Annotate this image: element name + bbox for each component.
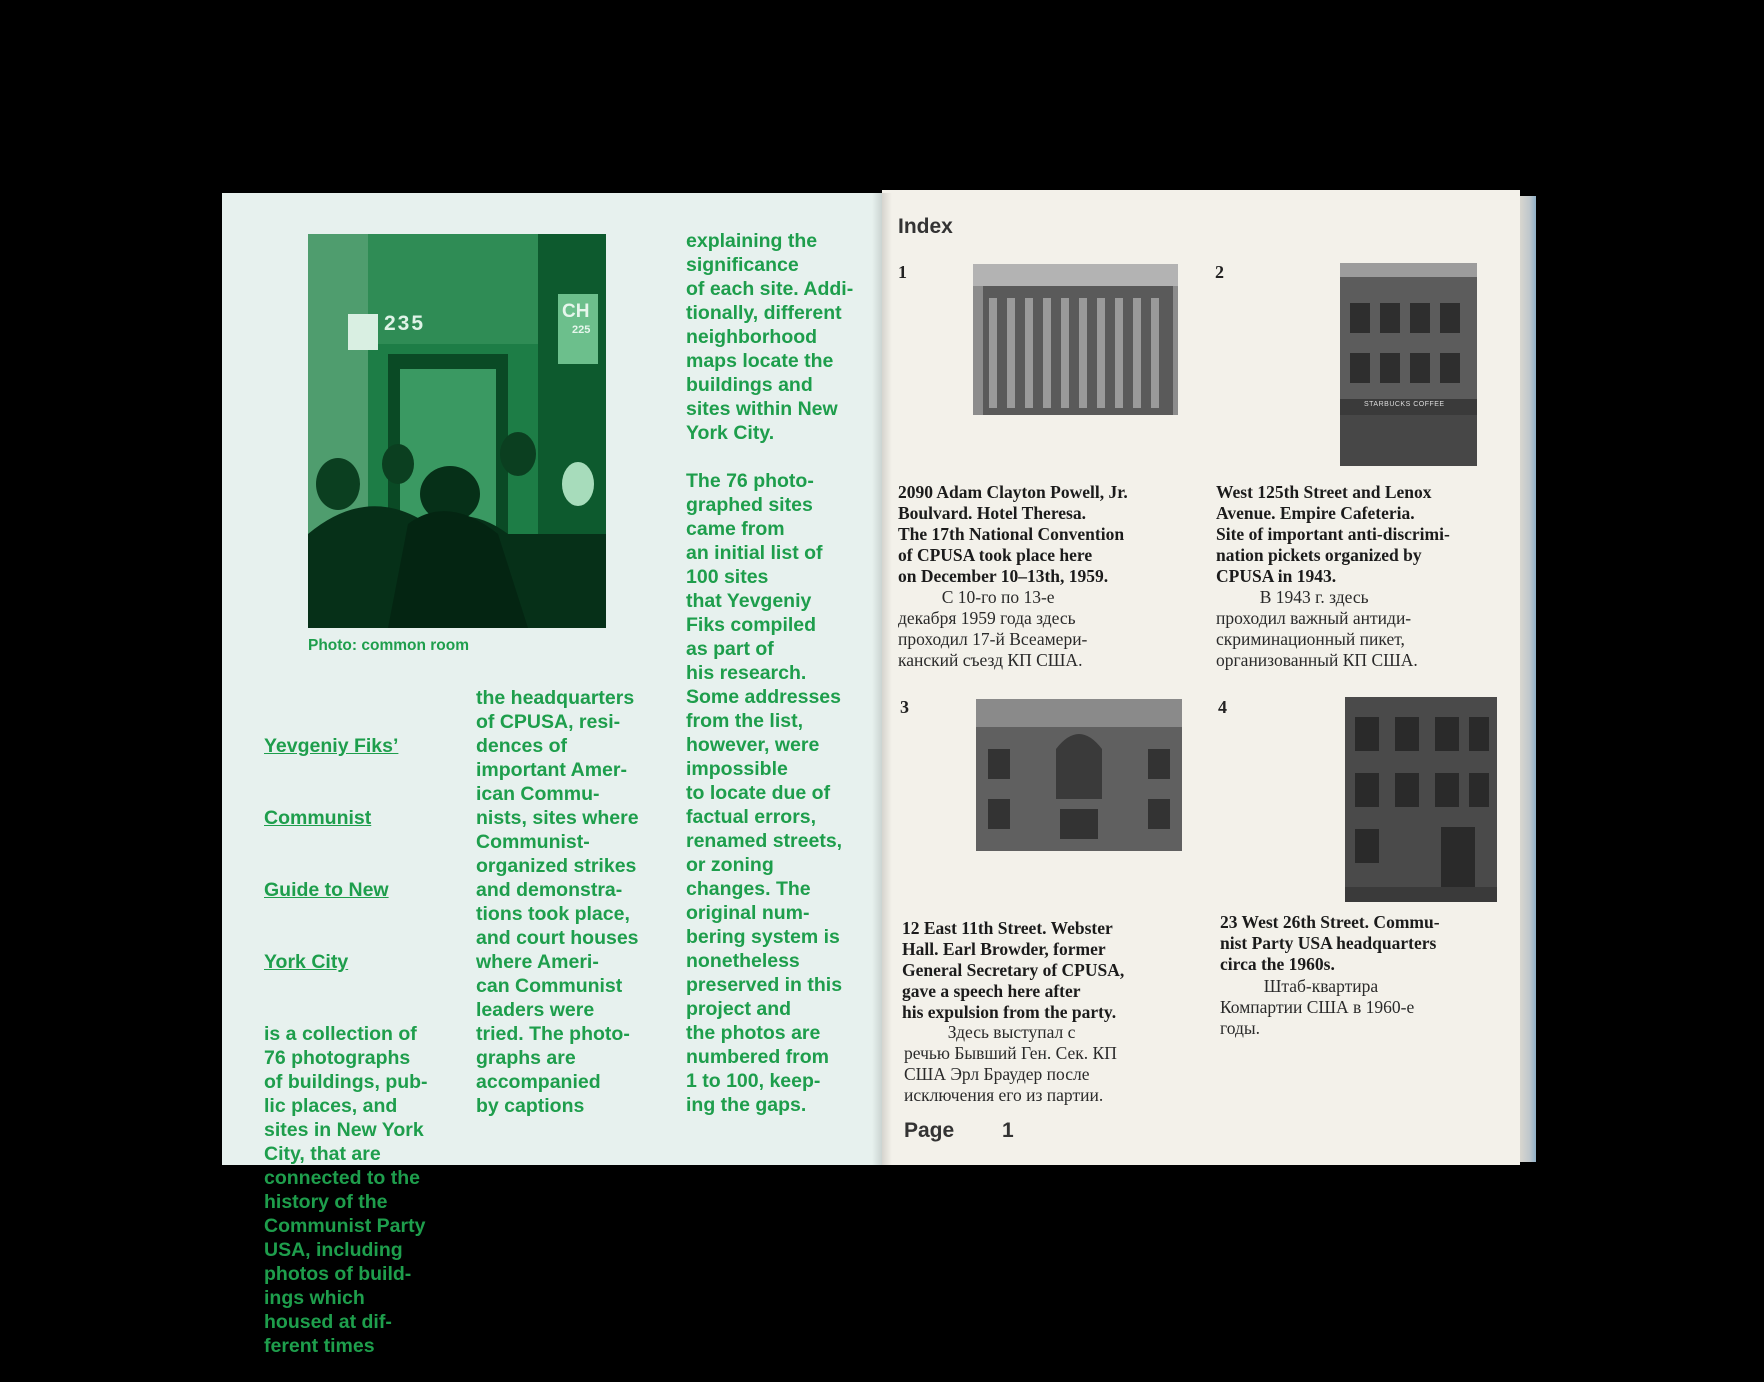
- entry-caption-ru: Штаб-квартира Компартии США в 1960-е годы.: [1220, 976, 1415, 1038]
- entry-caption-ru: В 1943 г. здесь проходил важный антиди- скриминационный пикет, организованный КП США.: [1216, 587, 1418, 670]
- entry-caption-en: 12 East 11th Street. Webster Hall. Earl Browder, former General Secretary of CPUSA, gave a speech here after his expulsion from the party.: [902, 918, 1125, 1022]
- shop-sign: STARBUCKS COFFEE: [1364, 401, 1445, 408]
- entry-caption-ru: Здесь выступал с речью Бывший Ген. Сек. КП США Эрл Браудер после исключения его из партии.: [904, 1022, 1117, 1105]
- street-scene-image: [308, 234, 606, 628]
- index-heading: Index: [898, 215, 953, 238]
- column-1-body: is a collection of 76 photographs of buildings, pub- lic places, and sites in New York City, that are connected to the history of the Communist Party USA, including photos of build- ings which housed at dif- ferent times: [264, 1023, 428, 1357]
- sign-number: 225: [572, 324, 591, 336]
- entry-photo-hotel: [973, 264, 1178, 415]
- photo-caption: Photo: common room: [308, 637, 470, 654]
- page-label: Page: [904, 1119, 955, 1142]
- entry-photo-webster-hall: [976, 699, 1182, 851]
- entry-photo-cafeteria: [1340, 263, 1477, 466]
- main-photo: [308, 234, 606, 628]
- entry-number: 3: [900, 697, 909, 717]
- entry-caption-ru: С 10-го по 13-е декабря 1959 года здесь проходил 17-й Всеамери- канский съезд КП США.: [898, 587, 1088, 670]
- column-3-body: explaining the significance of each site. Addi- tionally, different neighborhood maps locate the buildings and sites within New York City. The 76 photo- graphed sites came from an initial list of 100 sites that Yevgeniy Fiks compiled as part of his research. Some addresses from the list, however, were impossible to locate due of factual errors, renamed streets, or zoning changes. The original num- bering system is nonetheless preserved in this project and the photos are numbered from 1 to 100, keep- ing the gaps.: [686, 230, 854, 1116]
- page-edge: [1520, 196, 1536, 1162]
- sign-letters: CH: [562, 301, 590, 322]
- column-1: [264, 686, 428, 1382]
- entry-number: 2: [1215, 262, 1224, 282]
- cafeteria-building-image: [1340, 263, 1477, 466]
- entry-caption-en: 2090 Adam Clayton Powell, Jr. Boulvard. Hotel Theresa. The 17th National Convention of CPUSA took place here on December 10–13th, 1959.: [898, 482, 1128, 586]
- book-title-line: York City: [264, 951, 349, 973]
- column-2-body: the headquarters of CPUSA, resi- dences of important Amer- ican Commu- nists, sites where Communist- organized strikes and demonstra- tions took place, and court houses where Ameri- can Communist leaders were tried. The photo- graphs are accompanied by captions: [476, 687, 639, 1117]
- entry-caption-en: West 125th Street and Lenox Avenue. Empire Cafeteria. Site of important anti-discrimi- nation pickets organized by CPUSA in 1943.: [1216, 482, 1450, 586]
- book-title-line: Guide to New: [264, 879, 389, 901]
- entry-photo-headquarters: [1345, 697, 1497, 902]
- book-gutter: [872, 193, 892, 1165]
- entry-caption-en: 23 West 26th Street. Commu- nist Party USA headquarters circa the 1960s.: [1220, 912, 1440, 974]
- page-number: 1: [1002, 1119, 1014, 1142]
- building-number: 235: [384, 312, 426, 335]
- entry-number: 4: [1218, 697, 1227, 717]
- entry-number: 1: [898, 262, 907, 282]
- hotel-building-image: [973, 264, 1178, 415]
- headquarters-building-image: [1345, 697, 1497, 902]
- book-title-line: Yevgeniy Fiks’: [264, 735, 399, 757]
- webster-hall-image: [976, 699, 1182, 851]
- book-title-line: Communist: [264, 807, 372, 829]
